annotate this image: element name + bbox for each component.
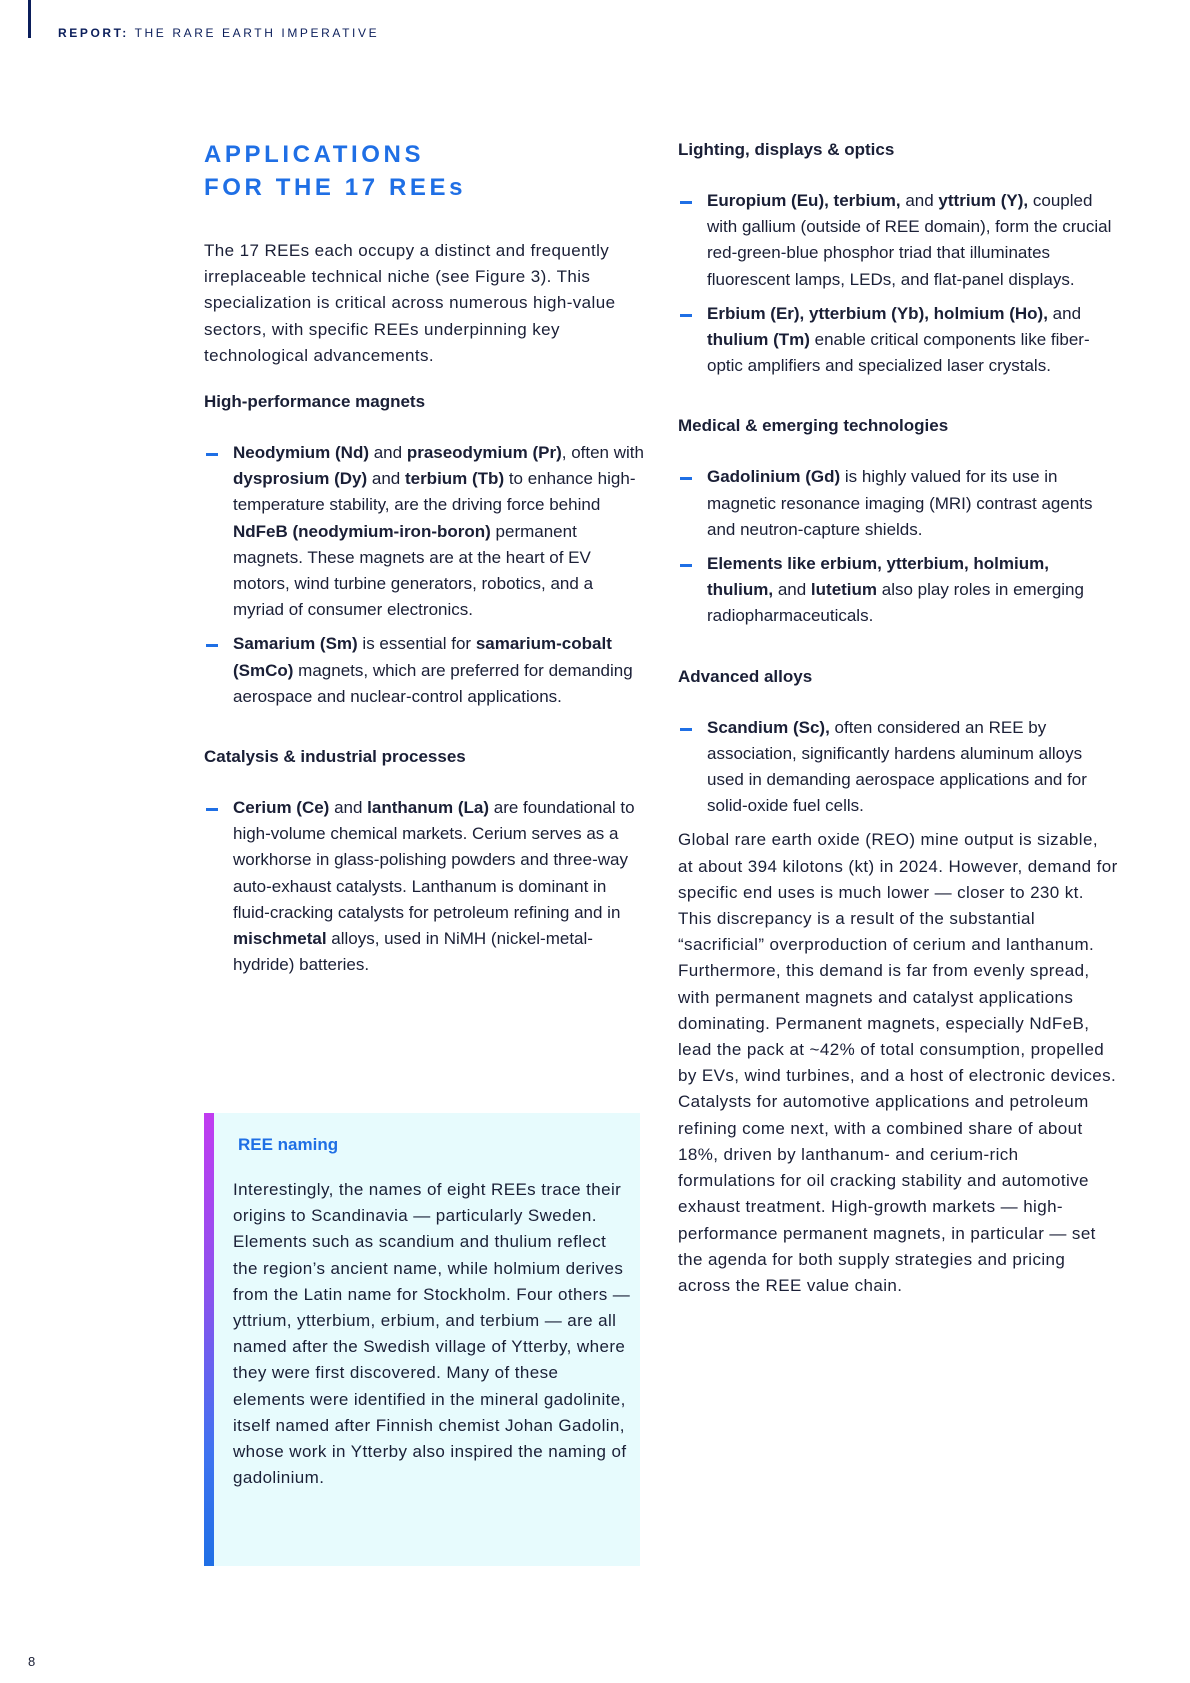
bullet-dash bbox=[206, 808, 218, 811]
magnets-bullet-neodymium: Neodymium (Nd) and praseodymium (Pr), often with dysprosium (Dy) and terbium (Tb) to enhance high-temperature stability, are the driving force behind NdFeB (neodymium-iron-boron) permanent magnets. These magnets are at the heart of EV motors, wind turbine generators, robotics, and a myriad of consumer electronics. bbox=[204, 440, 644, 623]
lighting-bullet-europium: Europium (Eu), terbium, and yttrium (Y), coupled with gallium (outside of REE domain), form the crucial red-green-blue phosphor triad that illuminates fluorescent lamps, LEDs, and flat-panel displays. bbox=[678, 188, 1118, 293]
alloys-list bbox=[678, 715, 1118, 820]
bullet-dash bbox=[206, 644, 218, 647]
catalysis-heading: Catalysis & industrial processes bbox=[204, 747, 466, 767]
callout-title: REE naming bbox=[238, 1135, 339, 1154]
ree-naming-callout bbox=[204, 1113, 640, 1566]
header-label: REPORT: bbox=[58, 26, 129, 40]
header-title: THE RARE EARTH IMPERATIVE bbox=[134, 26, 380, 40]
magnets-bullet-samarium: Samarium (Sm) is essential for samarium-cobalt (SmCo) magnets, which are preferred for demanding aerospace and nuclear-control applications. bbox=[204, 631, 644, 710]
section-title bbox=[204, 138, 644, 204]
callout-body: Interestingly, the names of eight REEs trace their origins to Scandinavia — particularly Sweden. Elements such as scandium and thulium reflect the region’s ancient name, while holmium derives from the Latin name for Stockholm. Four others — yttrium, ytterbium, erbium, and terbium — are all named after the Swedish village of Ytterby, where they were first discovered. Many of these elements were identified in the mineral gadolinite, itself named after Finnish chemist Johan Gadolin, whose work in Ytterby also inspired the naming of gadolinium. bbox=[233, 1180, 631, 1488]
intro-paragraph: The 17 REEs each occupy a distinct and frequently irreplaceable technical niche (see Figure 3). This specialization is critical across numerous high-value sectors, with specific REEs underpinning key technological advancements. bbox=[204, 241, 616, 365]
callout-gradient-bar bbox=[204, 1113, 214, 1566]
lighting-heading: Lighting, displays & optics bbox=[678, 140, 895, 159]
magnets-list bbox=[204, 440, 644, 710]
medical-bullet-elements: Elements like erbium, ytterbium, holmium, thulium, and lutetium also play roles in emerging radiopharmaceuticals. bbox=[678, 551, 1118, 630]
bullet-dash bbox=[680, 201, 692, 204]
bullet-dash bbox=[206, 453, 218, 456]
alloys-bullet-scandium: Scandium (Sc), often considered an REE by association, significantly hardens aluminum alloys used in demanding aerospace applications and for solid-oxide fuel cells. bbox=[678, 715, 1118, 820]
lighting-list bbox=[678, 188, 1118, 379]
right-column bbox=[678, 138, 1118, 1299]
catalysis-list bbox=[204, 795, 644, 978]
catalysis-bullet-cerium: Cerium (Ce) and lanthanum (La) are foundational to high-volume chemical markets. Cerium serves as a workhorse in glass-polishing powders and three-way auto-exhaust catalysts. Lanthanum is dominant in fluid-cracking catalysts for petroleum refining and in mischmetal alloys, used in NiMH (nickel-metal-hydride) batteries. bbox=[204, 795, 644, 978]
alloys-heading: Advanced alloys bbox=[678, 666, 813, 686]
header-accent-bar bbox=[28, 0, 31, 38]
section-title-line-2: FOR THE 17 REEs bbox=[204, 174, 467, 201]
bullet-dash bbox=[680, 728, 692, 731]
left-column bbox=[204, 138, 644, 978]
lighting-bullet-erbium: Erbium (Er), ytterbium (Yb), holmium (Ho), and thulium (Tm) enable critical components like fiber-optic amplifiers and specialized laser crystals. bbox=[678, 301, 1118, 380]
section-title-line-1: APPLICATIONS bbox=[204, 141, 425, 168]
bullet-dash bbox=[680, 564, 692, 567]
report-header bbox=[58, 26, 379, 40]
medical-heading: Medical & emerging technologies bbox=[678, 416, 949, 436]
magnets-heading: High-performance magnets bbox=[204, 392, 426, 412]
closing-paragraph: Global rare earth oxide (REO) mine output is sizable, at about 394 kilotons (kt) in 2024. However, demand for specific end uses is much lower — closer to 230 kt. This discrepancy is a result of the substantial “sacrificial” overproduction of cerium and lanthanum. Furthermore, this demand is far from evenly spread, with permanent magnets and catalyst applications dominating. Permanent magnets, especially NdFeB, lead the pack at ~42% of total consumption, propelled by EVs, wind turbines, and a host of electronic devices. Catalysts for automotive applications and petroleum refining come next, with a combined share of about 18%, driven by lanthanum- and cerium-rich formulations for oil cracking stability and automotive exhaust treatment. High-growth markets — high-performance permanent magnets, in particular — set the agenda for both supply strategies and pricing across the REE value chain. bbox=[678, 830, 1118, 1295]
bullet-dash bbox=[680, 477, 692, 480]
medical-list bbox=[678, 464, 1118, 629]
page-number: 8 bbox=[28, 1654, 36, 1669]
medical-bullet-gadolinium: Gadolinium (Gd) is highly valued for its use in magnetic resonance imaging (MRI) contrast agents and neutron-capture shields. bbox=[678, 464, 1118, 543]
bullet-dash bbox=[680, 314, 692, 317]
